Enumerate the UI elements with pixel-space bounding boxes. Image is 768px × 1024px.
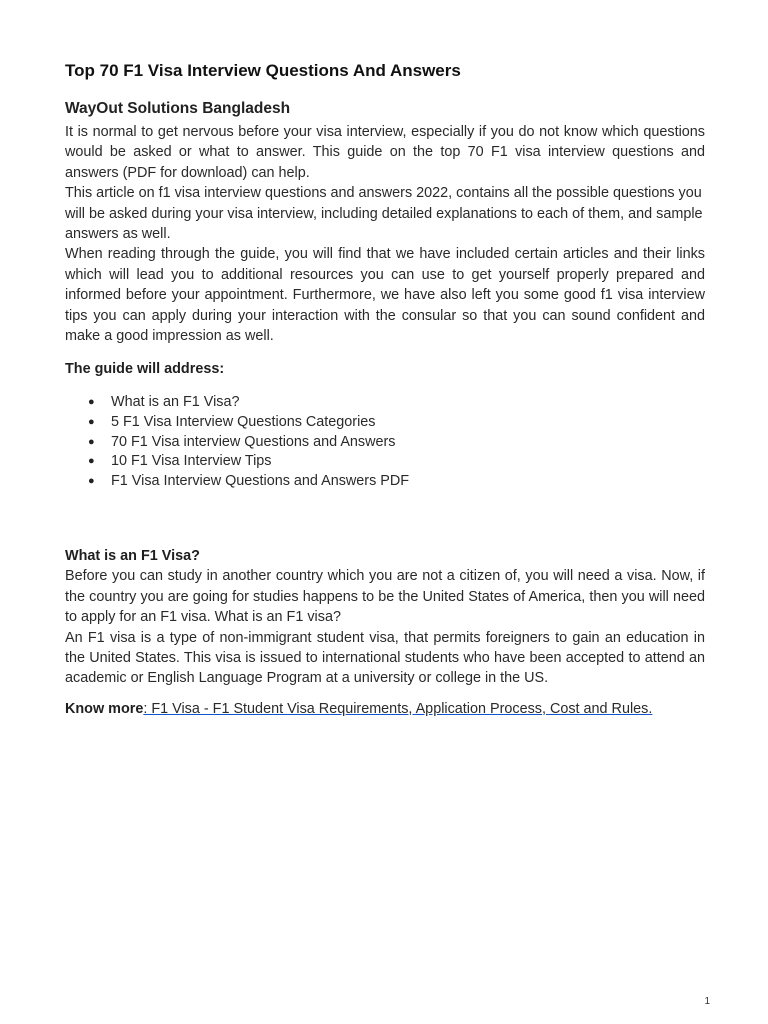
- document-title: Top 70 F1 Visa Interview Questions And Answers: [65, 61, 461, 80]
- list-item: [65, 393, 705, 413]
- section-heading-what-is-f1: What is an F1 Visa?: [65, 548, 200, 565]
- list-item: [65, 433, 705, 453]
- bullet-icon: ●: [88, 455, 95, 468]
- bullet-icon: ●: [88, 416, 95, 429]
- section-paragraph-1: Before you can study in another country which you are not a citizen of, you will need a visa. Now, if the country you are going for studies happens to be the United States of America, then you will need to apply for an F1 visa. What is an F1 visa?: [65, 568, 705, 626]
- guide-list: [65, 393, 705, 491]
- list-item-text: 5 F1 Visa Interview Questions Categories: [111, 414, 376, 431]
- section-paragraph-2: An F1 visa is a type of non-immigrant student visa, that permits foreigners to gain an education in the United States. This visa is issued to international students who have been accepted to attend an academic or English Language Program at a university or college in the US.: [65, 629, 705, 687]
- intro-paragraph-2: This article on f1 visa interview questions and answers 2022, contains all the possible questions you will be asked during your visa interview, including detailed explanations to each of them, and sample answers as well.: [65, 185, 703, 243]
- list-item: [65, 472, 705, 492]
- list-item-text: 10 F1 Visa Interview Tips: [111, 453, 272, 470]
- f1-visa-requirements-link[interactable]: : F1 Visa - F1 Student Visa Requirements, Application Process, Cost and Rules.: [143, 700, 653, 717]
- list-item-text: 70 F1 Visa interview Questions and Answers: [111, 433, 396, 450]
- know-more-label: Know more: [65, 700, 144, 717]
- bullet-icon: ●: [88, 435, 95, 448]
- know-more-line: [65, 699, 683, 720]
- bullet-icon: ●: [88, 474, 95, 487]
- bullet-icon: ●: [88, 396, 95, 409]
- guide-heading: The guide will address:: [65, 361, 225, 378]
- list-item-text: What is an F1 Visa?: [111, 394, 240, 411]
- document-subtitle: WayOut Solutions Bangladesh: [65, 100, 291, 117]
- list-item: [65, 452, 705, 472]
- document-page: [65, 58, 705, 720]
- intro-paragraph-1: It is normal to get nervous before your visa interview, especially if you do not know which questions would be asked or what to answer. This guide on the top 70 F1 visa interview questions and answers (PDF for download) can help.: [65, 124, 705, 181]
- list-item-text: F1 Visa Interview Questions and Answers PDF: [111, 472, 410, 489]
- list-item: [65, 413, 705, 433]
- page-number: 1: [704, 996, 710, 1007]
- intro-paragraph-3: When reading through the guide, you will find that we have included certain articles and their links which will lead you to additional resources you can use to get yourself properly prepared and informed before your appointment. Furthermore, we have also left you some good f1 visa interview tips you can apply during your interaction with the consular so that you can sound confident and make a good impression as well.: [65, 246, 705, 345]
